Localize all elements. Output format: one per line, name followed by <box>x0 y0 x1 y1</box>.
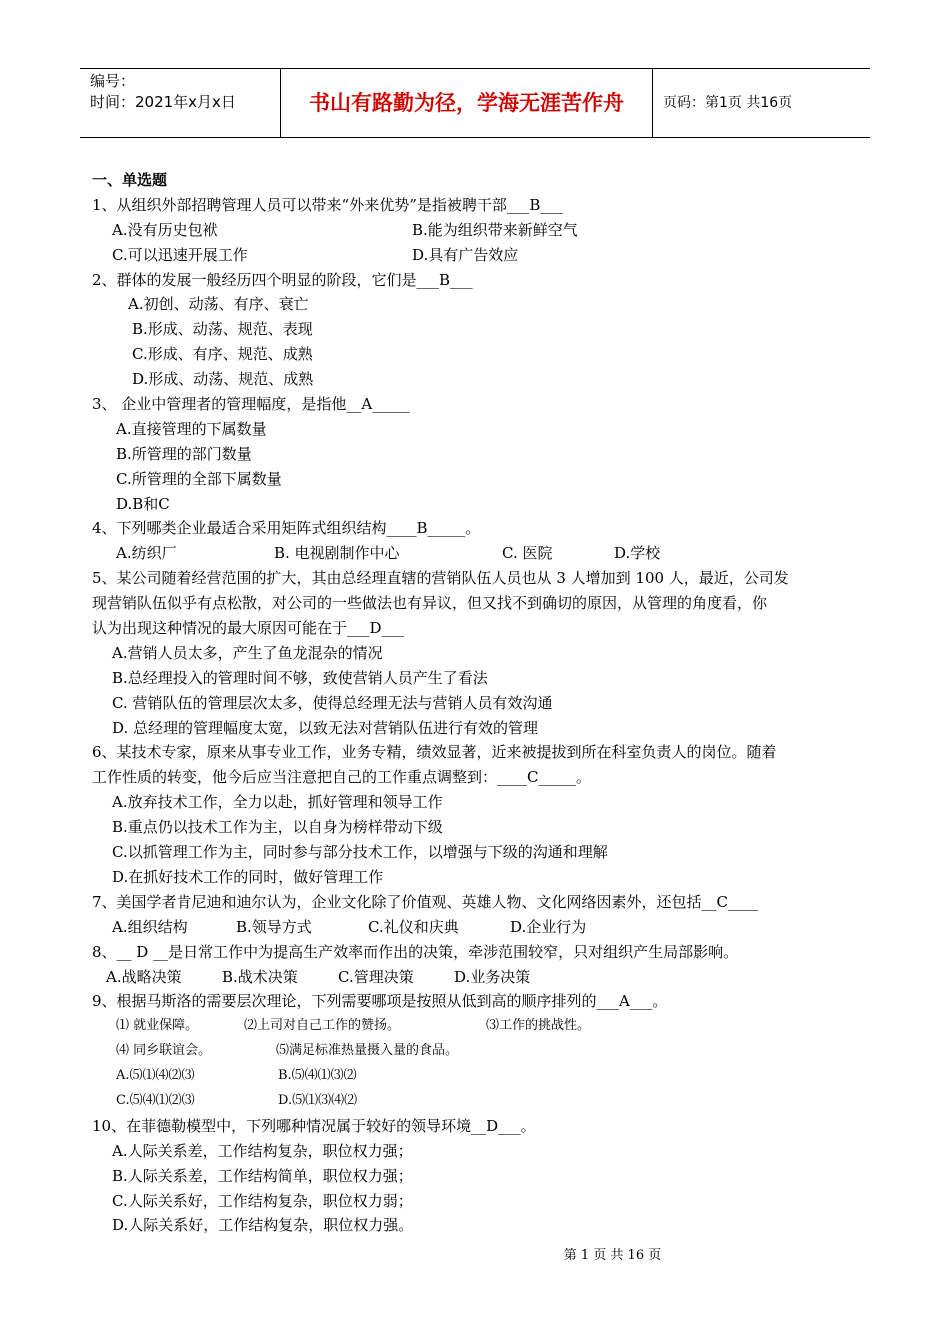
question-list <box>92 168 872 1238</box>
question-9-option-a: A.⑸⑴⑷⑵⑶ <box>116 1068 195 1084</box>
question-8-option-b: B.战术决策 <box>222 967 298 986</box>
question-7-option-d: D.企业行为 <box>510 917 587 936</box>
question-10-option-d: D.人际关系好，工作结构复杂，职位权力强。 <box>112 1216 414 1235</box>
question-6-option-a: A.放弃技术工作，全力以赴，抓好管理和领导工作 <box>112 793 443 812</box>
question-4-option-c: C. 医院 <box>502 544 553 563</box>
question-3-option-a: A.直接管理的下属数量 <box>116 419 267 438</box>
question-2-option-b: B.形成、动荡、规范、表现 <box>132 320 313 339</box>
question-5-stem-line1: 5、某公司随着经营范围的扩大，其由总经理直辖的营销队伍人员也从 3 人增加到 100 人，最近，公司发 <box>92 569 789 588</box>
question-5-stem-line3: 认为出现这种情况的最大原因可能在于___D___ <box>92 619 405 638</box>
question-4-options <box>92 541 872 566</box>
header-meta <box>80 69 281 137</box>
question-8-option-d: D.业务决策 <box>454 967 531 986</box>
header-motto: 书山有路勤为径，学海无涯苦作舟 <box>281 69 653 137</box>
question-6-option-c: C.以抓管理工作为主，同时参与部分技术工作，以增强与下级的沟通和理解 <box>112 843 608 862</box>
question-7-options <box>92 915 872 940</box>
section-title: 一、单选题 <box>92 171 168 189</box>
question-1-stem: 1、从组织外部招聘管理人员可以带来“外来优势”是指被聘干部___B___ <box>92 195 563 214</box>
question-2-option-a: A.初创、动荡、有序、衰亡 <box>128 295 309 314</box>
page-footer: 第 1 页 共 16 页 <box>563 1248 662 1263</box>
question-9-option-d: D.⑸⑴⑶⑷⑵ <box>278 1092 358 1108</box>
question-9-stem: 9、根据马斯洛的需要层次理论，下列需要哪项是按照从低到高的顺序排列的___A___。 <box>92 992 668 1011</box>
question-2-option-c: C.形成、有序、规范、成熟 <box>132 345 313 364</box>
question-6-stem-line1: 6、某技术专家，原来从事专业工作，业务专精，绩效显著，近来被提拔到所在科室负责人的岗位。随着 <box>92 743 777 762</box>
question-4-option-b: B. 电视剧制作中心 <box>274 544 400 563</box>
question-10-option-c: C.人际关系好，工作结构复杂，职位权力弱； <box>112 1191 413 1210</box>
question-7-option-c: C.礼仪和庆典 <box>368 917 459 936</box>
number-label: 编号： <box>90 72 136 90</box>
question-9-item-2: ⑵上司对自己工作的赞扬。 <box>244 1018 401 1034</box>
question-1-options-row1 <box>92 218 872 243</box>
question-1-option-a: A.没有历史包袱 <box>112 220 218 239</box>
question-1-option-c: C.可以迅速开展工作 <box>112 245 248 264</box>
question-9-item-5: ⑸满足标准热量摄入量的食品。 <box>276 1043 459 1059</box>
question-9-item-3: ⑶工作的挑战性。 <box>486 1018 591 1034</box>
question-9-options-row2 <box>92 1089 872 1114</box>
question-6-option-d: D.在抓好技术工作的同时，做好管理工作 <box>112 867 384 886</box>
time-label: 时间：2021年x月x日 <box>90 93 236 111</box>
question-9-items-row1 <box>92 1014 872 1039</box>
question-3-stem: 3、 企业中管理者的管理幅度，是指他__A_____ <box>92 395 410 414</box>
question-2-stem: 2、群体的发展一般经历四个明显的阶段，它们是___B___ <box>92 270 473 289</box>
question-10-option-a: A.人际关系差，工作结构复杂，职位权力强； <box>112 1141 413 1160</box>
question-6-option-b: B.重点仍以技术工作为主，以自身为榜样带动下级 <box>112 818 443 837</box>
question-7-option-a: A.组织结构 <box>112 917 188 936</box>
question-5-option-d: D. 总经理的管理幅度太宽，以致无法对营销队伍进行有效的管理 <box>112 718 539 737</box>
question-9-option-c: C.⑸⑷⑴⑵⑶ <box>116 1092 195 1108</box>
question-7-stem: 7、美国学者肯尼迪和迪尔认为，企业文化除了价值观、英雄人物、文化网络因素外，还包括__C____ <box>92 892 759 911</box>
question-4-stem: 4、下列哪类企业最适合采用矩阵式组织结构____B_____。 <box>92 519 481 538</box>
question-8-option-c: C.管理决策 <box>338 967 414 986</box>
question-5-option-a: A.营销人员太多，产生了鱼龙混杂的情况 <box>112 643 383 662</box>
question-8-stem: 8、__ D __是日常工作中为提高生产效率而作出的决策，牵涉范围较窄，只对组织产生局部影响。 <box>92 942 739 961</box>
question-9-option-b: B.⑸⑷⑴⑶⑵ <box>278 1068 357 1084</box>
question-4-option-d: D.学校 <box>614 544 661 563</box>
question-5-stem-line2: 现营销队伍似乎有点松散，对公司的一些做法也有异议，但又找不到确切的原因，从管理的角度看，你 <box>92 594 768 613</box>
question-1-options-row2 <box>92 243 872 268</box>
question-8-option-a: A.战略决策 <box>106 967 182 986</box>
question-5-option-c: C. 营销队伍的管理层次太多，使得总经理无法与营销人员有效沟通 <box>112 693 553 712</box>
question-9-items-row2 <box>92 1039 872 1064</box>
question-10-option-b: B.人际关系差，工作结构简单，职位权力强； <box>112 1166 413 1185</box>
question-4-option-a: A.纺织厂 <box>116 544 177 563</box>
page-header <box>80 68 870 138</box>
question-5-option-b: B.总经理投入的管理时间不够，致使营销人员产生了看法 <box>112 668 488 687</box>
question-8-options <box>92 965 872 990</box>
question-9-options-row1 <box>92 1064 872 1089</box>
question-3-option-d: D.B和C <box>116 494 170 513</box>
question-9-item-1: ⑴ 就业保障。 <box>116 1018 199 1034</box>
question-10-stem: 10、在菲德勒模型中，下列哪种情况属于较好的领导环境__D___。 <box>92 1116 536 1135</box>
question-9-item-4: ⑷ 同乡联谊会。 <box>116 1043 212 1059</box>
question-1-option-d: D.具有广告效应 <box>412 245 519 264</box>
header-page-info: 页码：第1页 共16页 <box>663 95 793 111</box>
question-7-option-b: B.领导方式 <box>236 917 312 936</box>
question-2-option-d: D.形成、动荡、规范、成熟 <box>132 370 314 389</box>
question-3-option-b: B.所管理的部门数量 <box>116 444 252 463</box>
question-3-option-c: C.所管理的全部下属数量 <box>116 469 282 488</box>
question-6-stem-line2: 工作性质的转变，他今后应当注意把自己的工作重点调整到：____C_____。 <box>92 768 591 787</box>
question-1-option-b: B.能为组织带来新鲜空气 <box>412 220 578 239</box>
